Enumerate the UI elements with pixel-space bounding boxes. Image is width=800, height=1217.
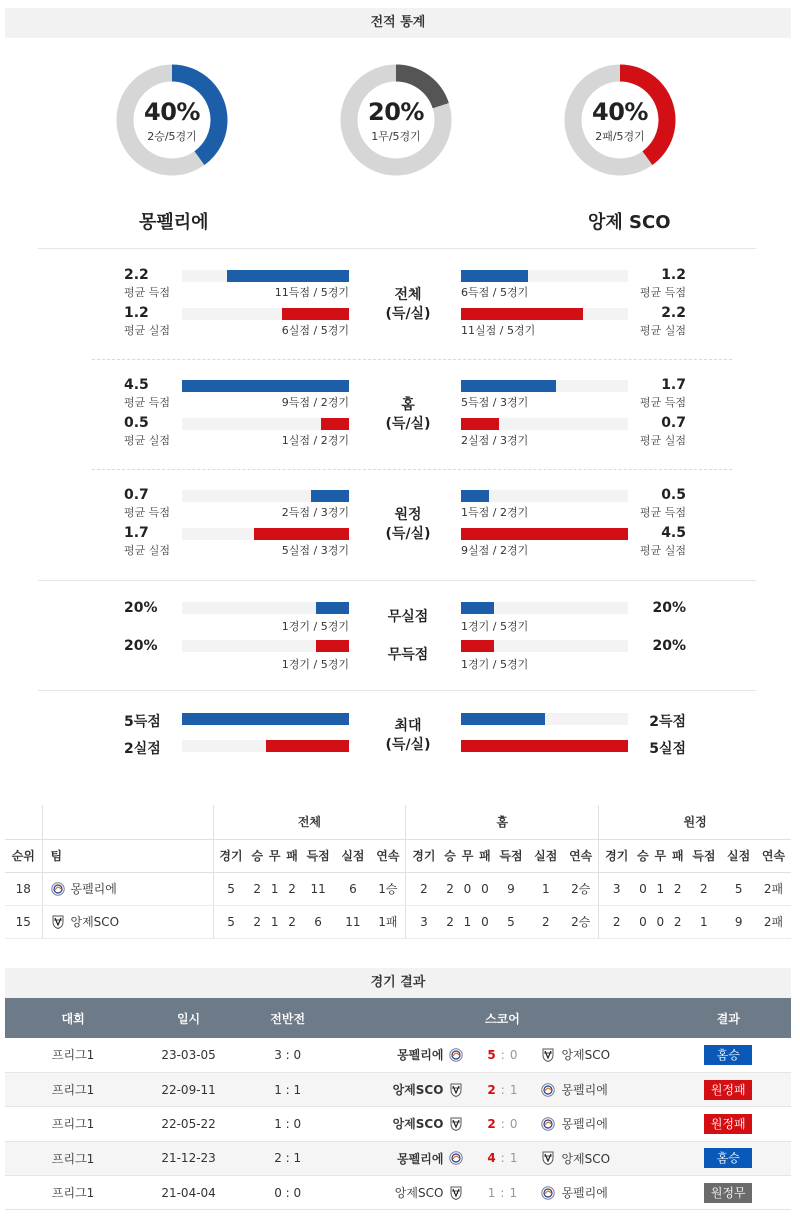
home-stat-caption: 11득점 / 5경기 <box>274 286 349 299</box>
result-row[interactable] <box>5 1141 791 1175</box>
team-cell[interactable] <box>42 872 213 905</box>
competition-cell: 프리그1 <box>5 1107 141 1141</box>
divider <box>38 580 756 581</box>
clean-label: 무실점 <box>387 609 429 625</box>
result-badge: 홈승 <box>704 1148 752 1168</box>
away-stat-label: 평균 득점 <box>639 506 686 519</box>
stat-cell: 1승 <box>370 872 406 905</box>
bar-fill <box>182 380 349 392</box>
score-cell <box>339 1038 665 1072</box>
score-cell <box>339 1141 665 1175</box>
date-cell: 22-05-22 <box>141 1107 236 1141</box>
score-cell <box>339 1072 665 1106</box>
montpellier-logo-icon <box>51 882 65 896</box>
halftime-cell: 2 : 1 <box>236 1141 340 1175</box>
result-badge: 원정무 <box>704 1183 752 1203</box>
left-stat-bar <box>182 270 349 282</box>
bar-fill <box>461 602 494 614</box>
group-away: 원정 <box>599 805 791 839</box>
competition-cell: 프리그1 <box>5 1141 141 1175</box>
left-stat-bar <box>182 380 349 392</box>
away-clean-value: 20% <box>652 638 686 654</box>
column-header: 경기 <box>599 839 635 872</box>
donut-percent: 40% <box>592 98 648 126</box>
column-header: 실점 <box>336 839 371 872</box>
home-stat-value: 2.2 <box>124 267 149 283</box>
stat-cell: 3 <box>406 905 442 938</box>
left-stat-bar <box>182 490 349 502</box>
score-cell <box>339 1107 665 1141</box>
left-stat-bar <box>182 418 349 430</box>
montpellier-logo-icon <box>541 1117 555 1131</box>
home-stat-caption: 1실점 / 2경기 <box>281 434 349 447</box>
montpellier-logo-icon <box>541 1186 555 1200</box>
stat-cell: 0 <box>634 872 651 905</box>
stat-cell: 2 <box>406 872 442 905</box>
bar-fill <box>316 640 349 652</box>
bar-fill <box>254 528 349 540</box>
column-header: 연속 <box>756 839 791 872</box>
stat-cell: 11 <box>336 905 371 938</box>
stat-cell: 6 <box>336 872 371 905</box>
stat-cell: 2패 <box>756 905 791 938</box>
stat-cell: 0 <box>634 905 651 938</box>
divider <box>92 469 732 470</box>
stat-cell: 6 <box>301 905 336 938</box>
bar-fill <box>461 713 545 725</box>
away-stat-value: 0.7 <box>661 415 686 431</box>
bar-fill <box>182 713 349 725</box>
stat-cell: 5 <box>721 872 756 905</box>
away-stat-caption: 5득점 / 3경기 <box>461 396 529 409</box>
away-stat-label: 평균 실점 <box>639 324 686 337</box>
column-header: 무 <box>459 839 476 872</box>
home-score: 5 <box>487 1047 496 1062</box>
away-stat-caption: 11실점 / 5경기 <box>461 324 536 337</box>
stat-cell: 0 <box>652 905 669 938</box>
stat-group-label: 홈 (득/실) <box>385 397 431 432</box>
angers-logo-icon <box>51 915 65 929</box>
stat-group-label: 원정 (득/실) <box>385 507 431 542</box>
away-max-value: 2득점 <box>649 714 686 730</box>
group-home: 홈 <box>406 805 599 839</box>
standings-row[interactable] <box>5 905 791 938</box>
away-team[interactable]: 몽펠리에 <box>561 1083 608 1098</box>
score-line <box>339 1115 665 1132</box>
team-cell[interactable] <box>42 905 213 938</box>
halftime-cell: 0 : 0 <box>236 1176 340 1210</box>
score-line <box>339 1150 665 1167</box>
stat-cell: 1 <box>266 872 283 905</box>
away-stat-caption: 6득점 / 5경기 <box>461 286 529 299</box>
left-stat-bar <box>182 308 349 320</box>
stat-cell: 2 <box>249 872 266 905</box>
result-row[interactable] <box>5 1072 791 1106</box>
result-row[interactable] <box>5 1176 791 1210</box>
away-score: 0 <box>509 1116 518 1131</box>
column-header: 무 <box>266 839 283 872</box>
stat-cell: 2승 <box>563 905 599 938</box>
left-stat-bar <box>182 640 349 652</box>
home-stat-label: 평균 득점 <box>124 396 171 409</box>
home-stat-label: 평균 득점 <box>124 506 171 519</box>
angers-logo-icon <box>449 1186 463 1200</box>
score-line <box>339 1184 665 1201</box>
away-score: 1 <box>509 1151 518 1166</box>
stat-cell: 2 <box>669 872 686 905</box>
away-team-name[interactable]: 앙제 SCO <box>588 212 671 233</box>
stat-cell: 2 <box>283 905 300 938</box>
away-stat-caption: 9실점 / 2경기 <box>461 544 529 557</box>
stat-cell: 1 <box>459 905 476 938</box>
stat-cell: 5 <box>494 905 529 938</box>
team-name[interactable]: 몽펠리에 <box>70 882 117 896</box>
halftime-cell: 3 : 0 <box>236 1038 340 1072</box>
date-cell: 23-03-05 <box>141 1038 236 1072</box>
away-stat-value: 4.5 <box>661 525 686 541</box>
left-stat-bar <box>182 528 349 540</box>
home-max-value: 5득점 <box>124 714 161 730</box>
stat-cell: 2승 <box>563 872 599 905</box>
score-separator: : <box>500 1151 505 1166</box>
angers-logo-icon <box>449 1117 463 1131</box>
home-stat-caption: 6실점 / 5경기 <box>281 324 349 337</box>
home-stat-label: 평균 실점 <box>124 544 171 557</box>
results-header <box>5 998 791 1038</box>
stat-cell: 2 <box>441 872 458 905</box>
result-cell <box>665 1176 791 1210</box>
stat-cell: 0 <box>476 905 493 938</box>
bar-fill <box>266 740 350 752</box>
bar-fill <box>227 270 349 282</box>
column-header: 연속 <box>370 839 406 872</box>
column-header: 경기 <box>213 839 249 872</box>
score-line <box>339 1081 665 1098</box>
column-header: 득점 <box>686 839 721 872</box>
bar-fill <box>461 418 499 430</box>
competition-cell: 프리그1 <box>5 1072 141 1106</box>
column-header: 패 <box>283 839 300 872</box>
home-stat-value: 4.5 <box>124 377 149 393</box>
result-cell <box>665 1038 791 1072</box>
angers-logo-icon <box>449 1083 463 1097</box>
date-cell: 21-04-04 <box>141 1176 236 1210</box>
stat-cell: 2 <box>528 905 563 938</box>
column-header: 실점 <box>721 839 756 872</box>
result-cell <box>665 1072 791 1106</box>
home-stat-caption: 2득점 / 3경기 <box>281 506 349 519</box>
away-score: 0 <box>509 1047 518 1062</box>
column-header: 패 <box>476 839 493 872</box>
home-stat-label: 평균 실점 <box>124 434 171 447</box>
away-stat-label: 평균 실점 <box>639 434 686 447</box>
rank-cell: 15 <box>5 905 42 938</box>
standings-column-header <box>5 839 791 872</box>
home-clean-caption: 1경기 / 5경기 <box>281 658 349 671</box>
result-badge: 원정패 <box>704 1114 752 1134</box>
group-all: 전체 <box>213 805 406 839</box>
home-stat-label: 평균 실점 <box>124 324 171 337</box>
divider <box>38 690 756 691</box>
stat-cell: 3 <box>599 872 635 905</box>
result-row[interactable] <box>5 1107 791 1141</box>
home-clean-value: 20% <box>124 638 158 654</box>
home-team-name[interactable]: 몽펠리에 <box>139 212 209 233</box>
col-score: 스코어 <box>339 998 665 1038</box>
home-stat-value: 0.5 <box>124 415 149 431</box>
results-table <box>5 998 791 1210</box>
away-team[interactable]: 몽펠리에 <box>561 1186 608 1201</box>
away-stat-caption: 1득점 / 2경기 <box>461 506 529 519</box>
col-result: 결과 <box>665 998 791 1038</box>
standings-table <box>5 805 791 939</box>
left-stat-bar <box>182 740 349 752</box>
home-score: 1 <box>487 1185 496 1200</box>
donut-caption: 2패/5경기 <box>595 130 645 143</box>
stat-group-label: 전체 (득/실) <box>385 287 431 322</box>
stat-cell: 1 <box>266 905 283 938</box>
away-team[interactable]: 앙제SCO <box>561 1048 611 1063</box>
home-clean-caption: 1경기 / 5경기 <box>281 620 349 633</box>
result-badge: 원정패 <box>704 1080 752 1100</box>
home-max-value: 2실점 <box>124 741 161 757</box>
divider <box>38 248 756 249</box>
home-stat-label: 평균 득점 <box>124 286 171 299</box>
halftime-cell: 1 : 1 <box>236 1072 340 1106</box>
home-stat-value: 1.2 <box>124 305 149 321</box>
score <box>467 1083 537 1097</box>
montpellier-logo-icon <box>541 1083 555 1097</box>
away-stat-label: 평균 실점 <box>639 544 686 557</box>
stat-cell: 9 <box>494 872 529 905</box>
stat-cell: 0 <box>476 872 493 905</box>
record-donut-1 <box>114 62 230 178</box>
divider <box>92 359 732 360</box>
max-label: 최대 (득/실) <box>385 718 431 753</box>
home-stat-caption: 9득점 / 2경기 <box>281 396 349 409</box>
home-stat-caption: 5실점 / 3경기 <box>281 544 349 557</box>
away-team[interactable]: 앙제SCO <box>561 1151 611 1166</box>
home-score: 2 <box>487 1116 496 1131</box>
away-stat-value: 0.5 <box>661 487 686 503</box>
stat-cell: 1 <box>528 872 563 905</box>
away-score: 1 <box>509 1185 518 1200</box>
column-header: 득점 <box>494 839 529 872</box>
stat-cell: 2 <box>669 905 686 938</box>
stat-cell: 2패 <box>756 872 791 905</box>
team-name[interactable]: 앙제SCO <box>70 915 120 929</box>
home-score: 4 <box>487 1151 496 1166</box>
stat-cell: 11 <box>301 872 336 905</box>
col-halftime: 전반전 <box>236 998 340 1038</box>
bar-fill <box>461 270 528 282</box>
column-header: 무 <box>652 839 669 872</box>
competition-cell: 프리그1 <box>5 1038 141 1072</box>
home-score: 2 <box>487 1082 496 1097</box>
record-donut-2 <box>338 62 454 178</box>
record-donut-3 <box>562 62 678 178</box>
bar-fill <box>461 308 583 320</box>
home-team[interactable]: 앙제SCO <box>394 1186 444 1201</box>
montpellier-logo-icon <box>449 1151 463 1165</box>
stat-cell: 9 <box>721 905 756 938</box>
column-header: 팀 <box>42 839 213 872</box>
result-row[interactable] <box>5 1038 791 1072</box>
home-clean-value: 20% <box>124 600 158 616</box>
left-stat-bar <box>182 713 349 725</box>
away-clean-caption: 1경기 / 5경기 <box>461 658 529 671</box>
results-section-title: 경기 결과 <box>5 968 791 998</box>
away-stat-value: 1.7 <box>661 377 686 393</box>
donut-caption: 2승/5경기 <box>147 130 197 143</box>
stat-cell: 2 <box>599 905 635 938</box>
score-separator: : <box>500 1116 505 1131</box>
stat-cell: 2 <box>249 905 266 938</box>
away-stat-label: 평균 득점 <box>639 396 686 409</box>
angers-logo-icon <box>541 1048 555 1062</box>
clean-label: 무득점 <box>387 647 429 663</box>
bar-fill <box>461 490 489 502</box>
away-team[interactable]: 몽펠리에 <box>561 1117 608 1132</box>
date-cell: 22-09-11 <box>141 1072 236 1106</box>
score-separator: : <box>500 1047 505 1062</box>
away-stat-value: 2.2 <box>661 305 686 321</box>
home-stat-value: 0.7 <box>124 487 149 503</box>
away-clean-caption: 1경기 / 5경기 <box>461 620 529 633</box>
score-cell <box>339 1176 665 1210</box>
away-clean-value: 20% <box>652 600 686 616</box>
stat-cell: 2 <box>686 872 721 905</box>
rank-cell: 18 <box>5 872 42 905</box>
stat-cell: 2 <box>441 905 458 938</box>
halftime-cell: 1 : 0 <box>236 1107 340 1141</box>
stat-cell: 1 <box>652 872 669 905</box>
standings-row[interactable] <box>5 872 791 905</box>
col-date: 일시 <box>141 998 236 1038</box>
donut-percent: 40% <box>144 98 200 126</box>
home-team[interactable]: 앙제SCO <box>392 1083 444 1098</box>
bar-fill <box>311 490 349 502</box>
score <box>467 1186 537 1200</box>
home-stat-value: 1.7 <box>124 525 149 541</box>
home-team[interactable]: 몽펠리에 <box>397 1048 444 1063</box>
score <box>467 1151 537 1165</box>
score <box>467 1117 537 1131</box>
away-max-value: 5실점 <box>649 741 686 757</box>
stat-cell: 1패 <box>370 905 406 938</box>
column-header: 실점 <box>528 839 563 872</box>
home-team[interactable]: 몽펠리에 <box>397 1151 444 1166</box>
donut-percent: 20% <box>368 98 424 126</box>
stats-section-title: 전적 통계 <box>5 8 791 38</box>
col-competition: 대회 <box>5 998 141 1038</box>
date-cell: 21-12-23 <box>141 1141 236 1175</box>
left-stat-bar <box>182 602 349 614</box>
away-stat-label: 평균 득점 <box>639 286 686 299</box>
away-stat-value: 1.2 <box>661 267 686 283</box>
result-cell <box>665 1107 791 1141</box>
stat-cell: 1 <box>686 905 721 938</box>
donut-caption: 1무/5경기 <box>371 130 421 143</box>
stat-cell: 2 <box>283 872 300 905</box>
column-header: 패 <box>669 839 686 872</box>
result-badge: 홈승 <box>704 1045 752 1065</box>
column-header: 승 <box>634 839 651 872</box>
column-header: 연속 <box>563 839 599 872</box>
column-header: 승 <box>249 839 266 872</box>
column-header: 승 <box>441 839 458 872</box>
away-score: 1 <box>509 1082 518 1097</box>
bar-fill <box>461 640 494 652</box>
montpellier-logo-icon <box>449 1048 463 1062</box>
result-cell <box>665 1141 791 1175</box>
home-team[interactable]: 앙제SCO <box>392 1117 444 1132</box>
stat-cell: 0 <box>459 872 476 905</box>
bar-fill <box>461 380 556 392</box>
column-header: 득점 <box>301 839 336 872</box>
column-header: 순위 <box>5 839 42 872</box>
away-stat-caption: 2실점 / 3경기 <box>461 434 529 447</box>
bar-fill <box>282 308 349 320</box>
competition-cell: 프리그1 <box>5 1176 141 1210</box>
stat-cell: 5 <box>213 905 249 938</box>
angers-logo-icon <box>541 1151 555 1165</box>
column-header: 경기 <box>406 839 442 872</box>
standings-group-header <box>5 805 791 839</box>
score-separator: : <box>500 1082 505 1097</box>
bar-fill <box>316 602 349 614</box>
score-separator: : <box>500 1185 505 1200</box>
score-line <box>339 1046 665 1063</box>
bar-fill <box>321 418 349 430</box>
stat-cell: 5 <box>213 872 249 905</box>
score <box>467 1048 537 1062</box>
